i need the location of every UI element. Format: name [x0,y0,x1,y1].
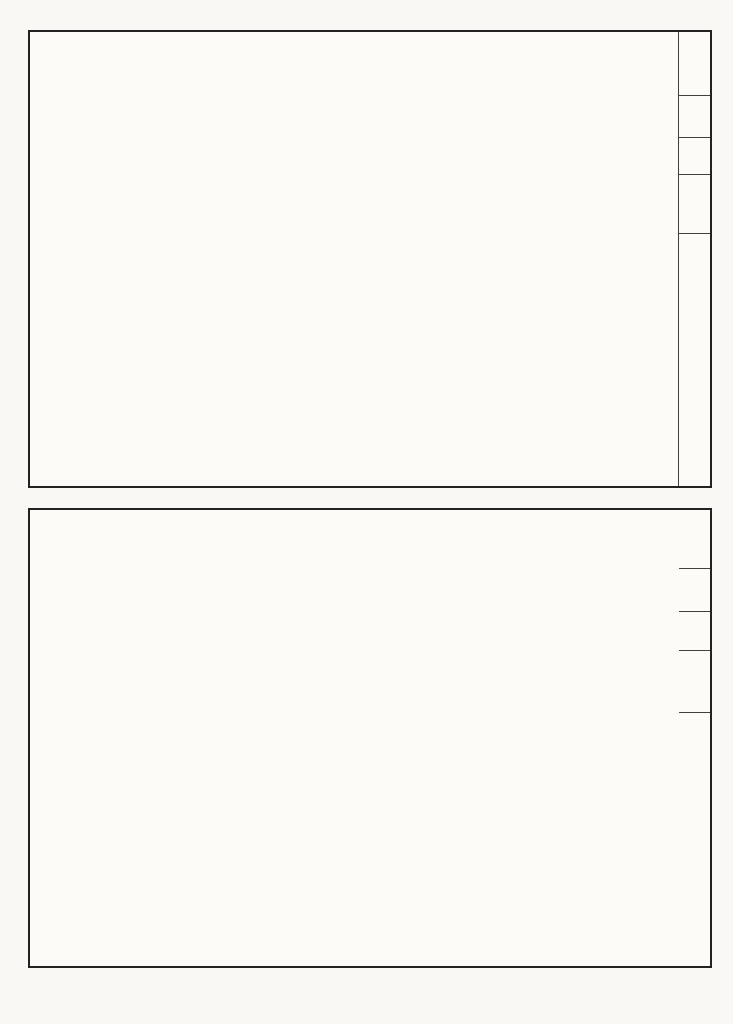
team-divider-column [633,32,679,486]
table-header-column [679,32,710,486]
table-header-column [679,510,710,966]
roster-table-top [28,30,712,488]
roster-table-bottom [28,508,712,968]
